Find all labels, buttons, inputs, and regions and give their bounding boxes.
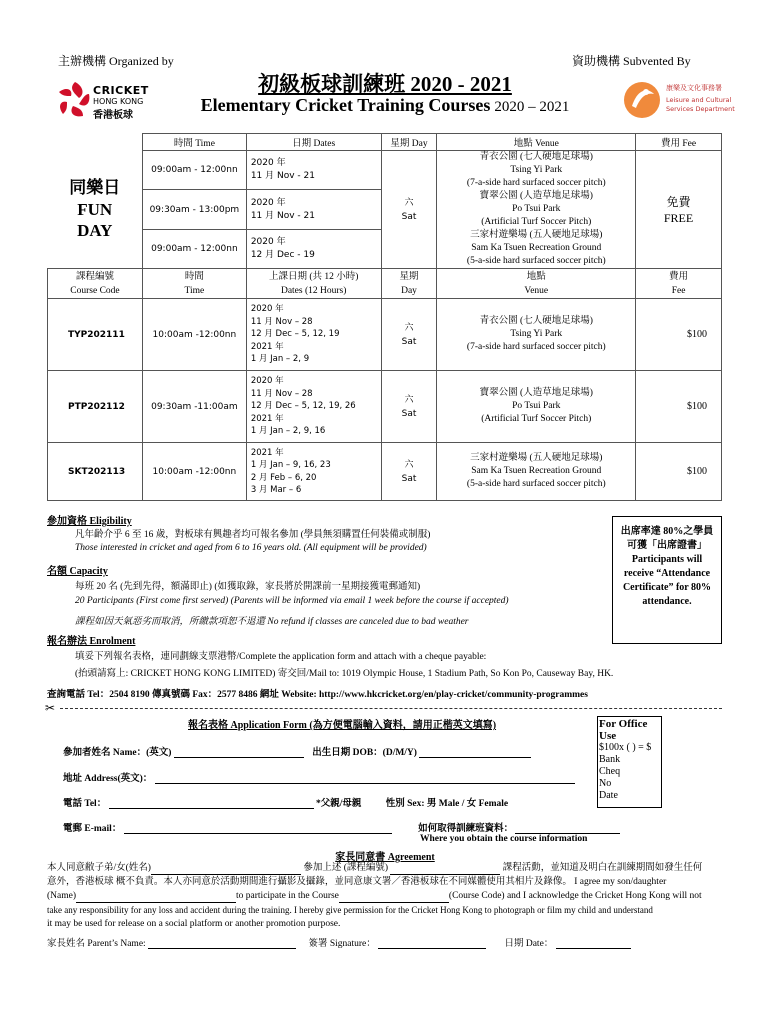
- funday-time-2: 09:30am - 13:00pm: [142, 190, 246, 230]
- tel-label: 電話 Tel：: [63, 799, 107, 809]
- course-row: [48, 299, 722, 371]
- office-use-title: For Office Use: [599, 718, 648, 742]
- office-use-line: $100x ( ) = $: [599, 742, 652, 753]
- course-date-line: 2020 年: [250, 304, 284, 315]
- funday-time-3: 09:00am - 12:00nn: [142, 230, 246, 269]
- funday-head-dates: 日期 Dates: [246, 134, 381, 151]
- agree-en-1: I agree my son/daughter: [574, 877, 667, 887]
- funday-date-2-year: 2020 年: [250, 197, 286, 208]
- agree-en-6: it may be used for release on a social platform or another promotion purpose.: [47, 919, 341, 929]
- agreement-text: [47, 861, 727, 931]
- title-en-text: Elementary Cricket Training Courses: [200, 95, 491, 115]
- course-head-code: [48, 269, 143, 299]
- funday-time-1: 09:00am - 12:00nn: [142, 151, 246, 190]
- email-row: [63, 820, 620, 834]
- course-code: TYP202111: [48, 299, 143, 371]
- enrolment-line-2: (抬頭請寫上: CRICKET HONG KONG LIMITED) 寄交回/Mail to: 1019 Olympic House, 1 Stadium Path, So Kon Po, Causeway Bay, HK.: [75, 669, 614, 679]
- funday-date-2: [246, 190, 381, 230]
- course-head-code-en: Course Code: [70, 285, 120, 296]
- course-header-row: [48, 269, 722, 299]
- address-field[interactable]: [155, 783, 575, 784]
- funday-label-en1: FUN: [77, 200, 113, 220]
- agree-zh-3: 課程活動，並知道及明白在訓練期間如發生任何: [502, 863, 703, 873]
- funday-date-3-day: 12 月 Dec - 19: [250, 250, 315, 260]
- address-row: [63, 770, 575, 784]
- agree-en-2: (Name): [47, 891, 77, 901]
- email-field[interactable]: [124, 833, 392, 834]
- funday-fee-zh: 免費: [666, 194, 691, 209]
- course-date-line: 2021 年: [250, 447, 284, 458]
- funday-head-day: 星期 Day: [381, 134, 437, 151]
- course-date-line: 2021 年: [250, 413, 284, 424]
- course-head-time-zh: 時間: [184, 271, 204, 282]
- course-day: [381, 371, 437, 443]
- funday-label-zh: 同樂日: [69, 178, 121, 198]
- course-date-line: 3 月 Mar – 6: [250, 485, 302, 495]
- course-venue-line: (Artificial Turf Soccer Pitch): [481, 414, 592, 424]
- course-venue: [437, 299, 636, 371]
- dob-label: 出生日期 DOB：(D/M/Y): [312, 748, 417, 758]
- signature-label: 簽署 Signature：: [308, 939, 376, 949]
- funday-date-1-year: 2020 年: [250, 158, 286, 168]
- course-dates: [246, 299, 381, 371]
- funday-fee-en: FREE: [663, 210, 694, 225]
- course-head-code-zh: 課程編號: [75, 271, 114, 282]
- date-field[interactable]: [556, 948, 631, 949]
- course-code: PTP202112: [48, 371, 143, 443]
- funday-date-2-day: 11 月 Nov - 21: [250, 210, 315, 221]
- agreement-en-line-1: [47, 889, 727, 903]
- funday-venue-line: (5-a-side hard surfaced soccer pitch): [466, 256, 606, 266]
- logo-text-cricket: CRICKET: [93, 84, 149, 97]
- course-venue-line: 寶翠公園 (人造草地足球場): [479, 388, 593, 398]
- course-head-day-zh: 星期: [399, 271, 419, 282]
- email-label: 電郵 E-mail：: [63, 824, 122, 834]
- signature-row: [47, 935, 631, 949]
- funday-day-zh: 六: [404, 197, 414, 208]
- funday-label-en2: DAY: [77, 221, 113, 241]
- agree-en-4: (Course Code) and I acknowledge the Cricket Hong Kong will not: [448, 891, 702, 901]
- lcsd-text-zh: 康樂及文化事務署: [666, 84, 722, 92]
- course-code: SKT202113: [48, 443, 143, 501]
- agreement-title: 家長同意書 Agreement: [335, 852, 435, 863]
- sex-label[interactable]: 性別 Sex: 男 Male / 女 Female: [385, 799, 509, 809]
- course-row: [48, 443, 722, 501]
- eligibility-zh: 凡年齡介乎 6 至 16 歲，對板球有興趣者均可報名參加 (學員無須購置任何裝備或制服): [75, 530, 431, 540]
- schedule-table: [47, 133, 722, 501]
- course-time: 09:30am -11:00am: [142, 371, 246, 443]
- funday-header-row: [48, 134, 722, 151]
- course-venue-line: Po Tsui Park: [512, 401, 561, 411]
- course-head-time: [142, 269, 246, 299]
- course-venue-line: Tsing Yi Park: [510, 329, 563, 339]
- parent-name-field[interactable]: [148, 948, 296, 949]
- course-fee: $100: [636, 371, 722, 443]
- date-label: 日期 Date：: [504, 939, 554, 949]
- course-day-en: Sat: [401, 473, 417, 484]
- cut-line: [60, 708, 722, 709]
- attendance-zh: 出席率達 80%之學員可獲「出席證書」: [620, 526, 714, 551]
- how-label-en: Where you obtain the course information: [420, 834, 588, 844]
- attendance-en: Participants will receive “Attendance Certificate” for 80% attendance.: [622, 554, 712, 607]
- logo-text-hk: HONG KONG: [93, 97, 144, 106]
- course-date-line: 2021 年: [250, 341, 284, 352]
- course-date-line: 11 月 Nov – 28: [250, 388, 313, 399]
- lcsd-text-en2: Services Department: [666, 105, 735, 113]
- page-title-zh: 初級板球訓練班 2020 - 2021: [258, 72, 512, 96]
- course-head-dates: [246, 269, 381, 299]
- office-use-box: [597, 716, 662, 808]
- agreement-zh-line-2: [47, 875, 727, 889]
- course-dates: [246, 371, 381, 443]
- course-time: 10:00am -12:00nn: [142, 443, 246, 501]
- course-date-line: 1 月 Jan – 9, 16, 23: [250, 460, 331, 470]
- funday-date-3-year: 2020 年: [250, 237, 286, 247]
- course-row: [48, 371, 722, 443]
- logo-text-zh: 香港板球: [93, 110, 133, 121]
- course-venue-line: 青衣公園 (七人硬地足球場): [479, 316, 593, 326]
- lcsd-text-en1: Leisure and Cultural: [666, 96, 732, 104]
- organized-by-label: 主辦機構 Organized by: [58, 54, 174, 68]
- title-en-years: 2020 – 2021: [494, 99, 570, 115]
- office-use-line: Date: [599, 790, 618, 801]
- course-day: [381, 299, 437, 371]
- funday-date-3: [246, 230, 381, 269]
- agree-zh-2: 參加上述 (課程編號): [303, 863, 389, 873]
- course-head-venue-zh: 地點: [526, 271, 546, 282]
- course-date-line: 12 月 Dec – 5, 12, 19: [250, 329, 340, 340]
- office-use-line: Bank: [599, 754, 621, 765]
- course-date-line: 11 月 Nov – 28: [250, 316, 313, 327]
- subvented-by-label: 資助機構 Subvented By: [572, 54, 691, 68]
- agree-en-3: to participate in the Course: [236, 891, 339, 901]
- funday-venue-line: 青衣公園 (七人硬地足球場): [479, 152, 593, 162]
- capacity-title: 名額 Capacity: [47, 566, 108, 577]
- course-head-venue-en: Venue: [524, 285, 549, 296]
- course-head-day: [381, 269, 437, 299]
- funday-head-venue: 地點 Venue: [437, 134, 636, 151]
- course-head-dates-en: Dates (12 Hours): [280, 285, 347, 296]
- eligibility-title: 參加資格 Eligibility: [47, 516, 132, 527]
- form-title: 報名表格 Application Form (為方便電腦輸入資料，請用正楷英文填寫): [188, 720, 497, 731]
- office-use-line: Cheq: [599, 766, 621, 777]
- eligibility-en: Those interested in cricket and aged from 6 to 16 years old. (All equipment will be provided): [75, 543, 427, 553]
- tel-field[interactable]: [109, 808, 314, 809]
- course-day-zh: 六: [404, 459, 414, 470]
- agree-zh-1: 本人同意敝子弟/女(姓名): [47, 863, 151, 873]
- enrolment-title: 報名辦法 Enrolment: [47, 636, 136, 647]
- attendance-note-box: [612, 516, 722, 644]
- course-venue-line: Sam Ka Tsuen Recreation Ground: [471, 466, 602, 476]
- capacity-en: 20 Participants (First come first served) (Parents will be informed via email 1 week before the course if accepted): [75, 596, 509, 606]
- capacity-zh: 每班 20 名 (先到先得，額滿即止) (如獲取錄，家長將於開課前一星期接獲電郵通知): [75, 582, 421, 592]
- funday-venue-line: 寶翠公園 (人造草地足球場): [479, 191, 593, 201]
- course-fee: $100: [636, 443, 722, 501]
- agree-zh-4: 意外，香港板球 概不負責。本人亦同意於活動期間進行攝影及攝錄，並同意康文署／香港板球在不同媒體使用其相片及錄像。: [47, 877, 572, 887]
- contact-line: 查詢電話 Tel：2504 8190 傳真號碼 Fax：2577 8486 網址 Website: http://www.hkcricket.org/en/play-cricket/community-programmes: [47, 690, 588, 700]
- parent-name-label: 家長姓名 Parent’s Name:: [47, 939, 146, 949]
- funday-venues: [437, 151, 636, 269]
- course-venue: [437, 443, 636, 501]
- funday-venue-line: Po Tsui Park: [512, 204, 561, 214]
- course-head-time-en: Time: [184, 285, 205, 296]
- course-day-zh: 六: [404, 394, 414, 405]
- course-dates: [246, 443, 381, 501]
- address-label: 地址 Address(英文)：: [63, 774, 153, 784]
- funday-date-1-day: 11 月 Nov - 21: [250, 171, 315, 181]
- tel-row: [63, 795, 508, 809]
- agree-en-5: take any responsibility for any loss and accident during the training. I hereby give permission for the Cricket Hong Kong to photograph or film my child and understand: [47, 905, 653, 915]
- course-head-fee-en: Fee: [671, 285, 686, 296]
- funday-row: [48, 151, 722, 190]
- parent-label: *父親/母親: [315, 799, 362, 809]
- name-field[interactable]: [174, 757, 304, 758]
- course-date-line: 1 月 Jan – 2, 9: [250, 354, 310, 365]
- name-label: 參加者姓名 Name：(英文): [63, 748, 172, 758]
- funday-head-time: 時間 Time: [142, 134, 246, 151]
- name-row: [63, 744, 531, 758]
- scissors-icon: ✂: [45, 701, 56, 715]
- course-fee: $100: [636, 299, 722, 371]
- funday-venue-line: 三家村遊樂場 (五人硬地足球場): [470, 230, 603, 240]
- funday-venue-line: Tsing Yi Park: [510, 165, 563, 175]
- funday-venue-line: Sam Ka Tsuen Recreation Ground: [471, 243, 602, 253]
- course-day-zh: 六: [404, 322, 414, 333]
- course-date-line: 2020 年: [250, 376, 284, 387]
- course-head-dates-zh: 上課日期 (共 12 小時): [268, 271, 359, 282]
- funday-date-1: [246, 151, 381, 190]
- course-date-line: 12 月 Dec – 5, 12, 19, 26: [250, 401, 356, 412]
- course-date-line: 2 月 Feb – 6, 20: [250, 472, 317, 483]
- course-head-fee: [636, 269, 722, 299]
- course-time: 10:00am -12:00nn: [142, 299, 246, 371]
- funday-venue-line: (7-a-side hard surfaced soccer pitch): [466, 178, 606, 188]
- course-venue: [437, 371, 636, 443]
- funday-venue-line: (Artificial Turf Soccer Pitch): [481, 217, 592, 227]
- course-venue-line: (7-a-side hard surfaced soccer pitch): [466, 342, 606, 352]
- how-label: 如何取得訓練班資料：: [418, 824, 514, 834]
- dob-field[interactable]: [419, 757, 531, 758]
- course-head-day-en: Day: [401, 285, 417, 296]
- course-date-line: 1 月 Jan – 2, 9, 16: [250, 426, 326, 437]
- course-venue-line: 三家村遊樂場 (五人硬地足球場): [470, 453, 603, 463]
- course-head-venue: [437, 269, 636, 299]
- course-day-en: Sat: [401, 336, 417, 347]
- refund-note: 課程如因天氣惡劣而取消，所繳款項恕不退還 No refund if classes are canceled due to bad weather: [75, 617, 469, 627]
- course-head-fee-zh: 費用: [669, 271, 689, 282]
- agreement-zh-line-1: [47, 861, 727, 875]
- funday-day-en: Sat: [401, 211, 417, 222]
- funday-head-fee: 費用 Fee: [636, 134, 722, 151]
- funday-fee: [636, 151, 722, 269]
- course-venue-line: (5-a-side hard surfaced soccer pitch): [466, 479, 606, 489]
- course-day: [381, 443, 437, 501]
- course-day-en: Sat: [401, 408, 417, 419]
- signature-field[interactable]: [378, 948, 486, 949]
- office-use-line: No: [599, 778, 612, 789]
- funday-day: [381, 151, 437, 269]
- funday-label: [48, 151, 143, 269]
- enrolment-line-1: 填妥下列報名表格，連同劃線支票港幣/Complete the application form and attach with a cheque payable:: [75, 652, 487, 662]
- page-title-en: [0, 95, 770, 116]
